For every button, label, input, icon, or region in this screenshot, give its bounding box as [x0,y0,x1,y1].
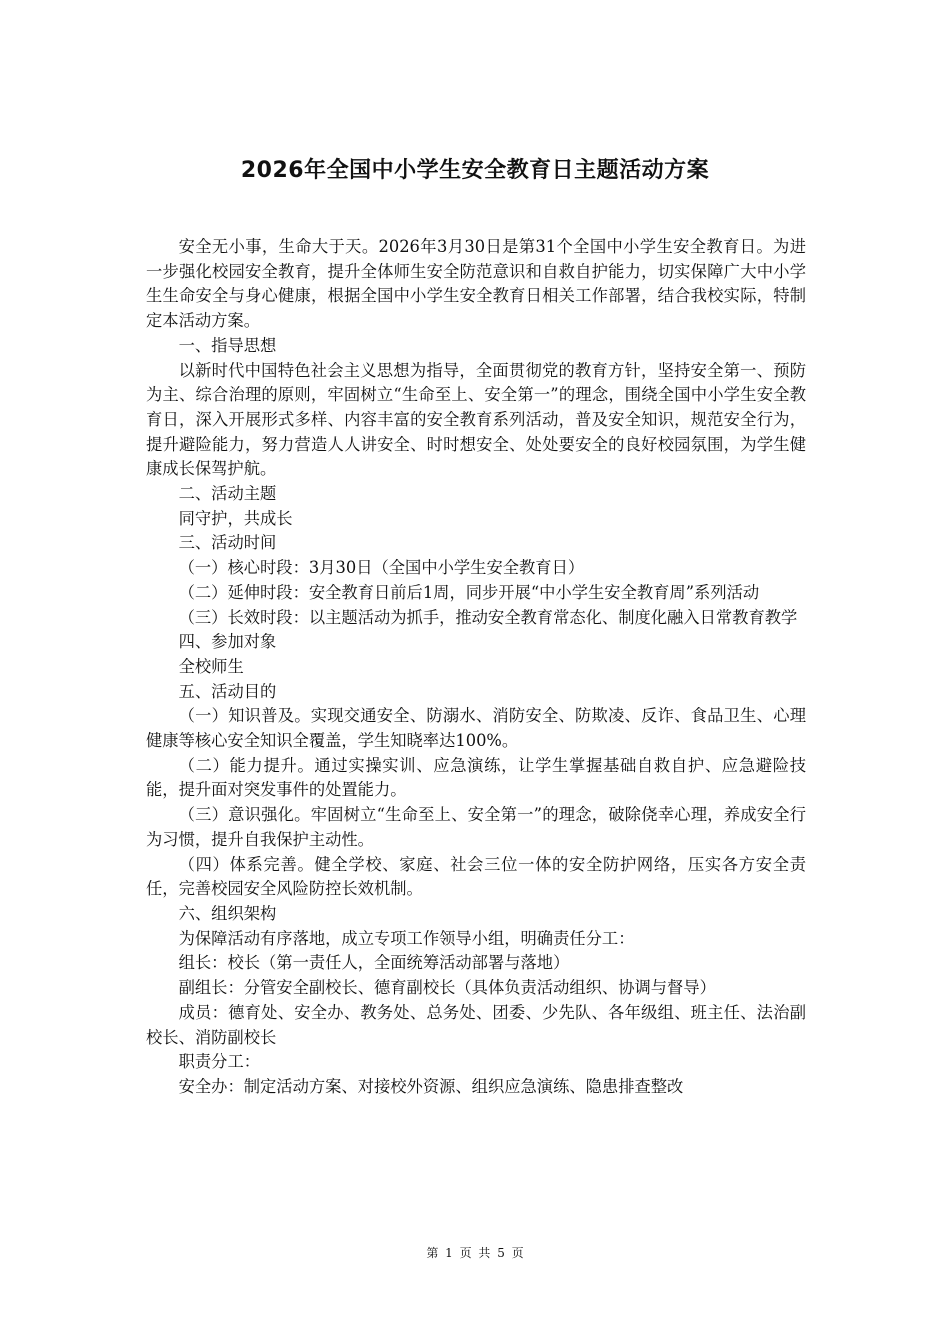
section-heading: 一、指导思想 [178,335,277,355]
paragraph: （一）知识普及。实现交通安全、防溺水、消防安全、防欺凌、反诈、食品卫生、心理健康等核心安全知识全覆盖，学生知晓率达100%。 [146,706,806,751]
paragraph: （二）能力提升。通过实操实训、应急演练，让学生掌握基础自救自护、应急避险技能，提升面对突发事件的处置能力。 [146,755,806,800]
paragraph: 为保障活动有序落地，成立专项工作领导小组，明确责任分工： [178,928,635,948]
paragraph: 全校师生 [178,656,244,676]
paragraph: 职责分工： [178,1052,261,1072]
paragraph: （二）延伸时段：安全教育日前后1周，同步开展“中小学生安全教育周”系列活动 [178,582,760,602]
paragraph: （一）核心时段：3月30日（全国中小学生安全教育日） [178,558,585,578]
paragraph: 安全无小事，生命大于天。2026年3月30日是第31个全国中小学生安全教育日。为进一步强化校园安全教育，提升全体师生安全防范意识和自救自护能力，切实保障广大中小学生生命安全与身心健康，根据全国中小学生安全教育日相关工作部署，结合我校实际，特制定本活动方案。 [146,237,806,331]
paragraph: 副组长：分管安全副校长、德育副校长（具体负责活动组织、协调与督导） [178,978,716,998]
section-heading: 五、活动目的 [178,681,277,701]
paragraph: （三）意识强化。牢固树立“生命至上、安全第一”的理念，破除侥幸心理，养成安全行为习惯，提升自我保护主动性。 [146,805,806,849]
paragraph: 组长：校长（第一责任人，全面统筹活动部署与落地） [178,953,570,973]
section-heading: 四、参加对象 [178,632,277,652]
section-heading: 三、活动时间 [178,533,277,553]
paragraph: 同守护，共成长 [178,508,293,528]
paragraph: 以新时代中国特色社会主义思想为指导，全面贯彻党的教育方针，坚持安全第一、预防为主、综合治理的原则，牢固树立“生命至上、安全第一”的理念，围绕全国中小学生安全教育日，深入开展形式多样、内容丰富的安全教育系列活动，普及安全知识，规范安全行为，提升避险能力，努力营造人人讲安全、时时想安全、处处要安全的良好校园氛围，为学生健康成长保驾护航。 [146,360,806,479]
section-heading: 二、活动主题 [178,484,277,504]
document-body [146,235,806,1100]
section-heading: 六、组织架构 [178,903,277,923]
document-title: 2026年全国中小学生安全教育日主题活动方案 [240,158,710,183]
page-footer: 第 1 页 共 5 页 [426,1246,524,1260]
paragraph: 成员：德育处、安全办、教务处、总务处、团委、少先队、各年级组、班主任、法治副校长、消防副校长 [146,1002,806,1047]
paragraph: 安全办：制定活动方案、对接校外资源、组织应急演练、隐患排查整改 [178,1076,684,1096]
paragraph: （三）长效时段：以主题活动为抓手，推动安全教育常态化、制度化融入日常教育教学 [178,607,798,627]
paragraph: （四）体系完善。健全学校、家庭、社会三位一体的安全防护网络，压实各方安全责任，完善校园安全风险防控长效机制。 [146,854,806,899]
